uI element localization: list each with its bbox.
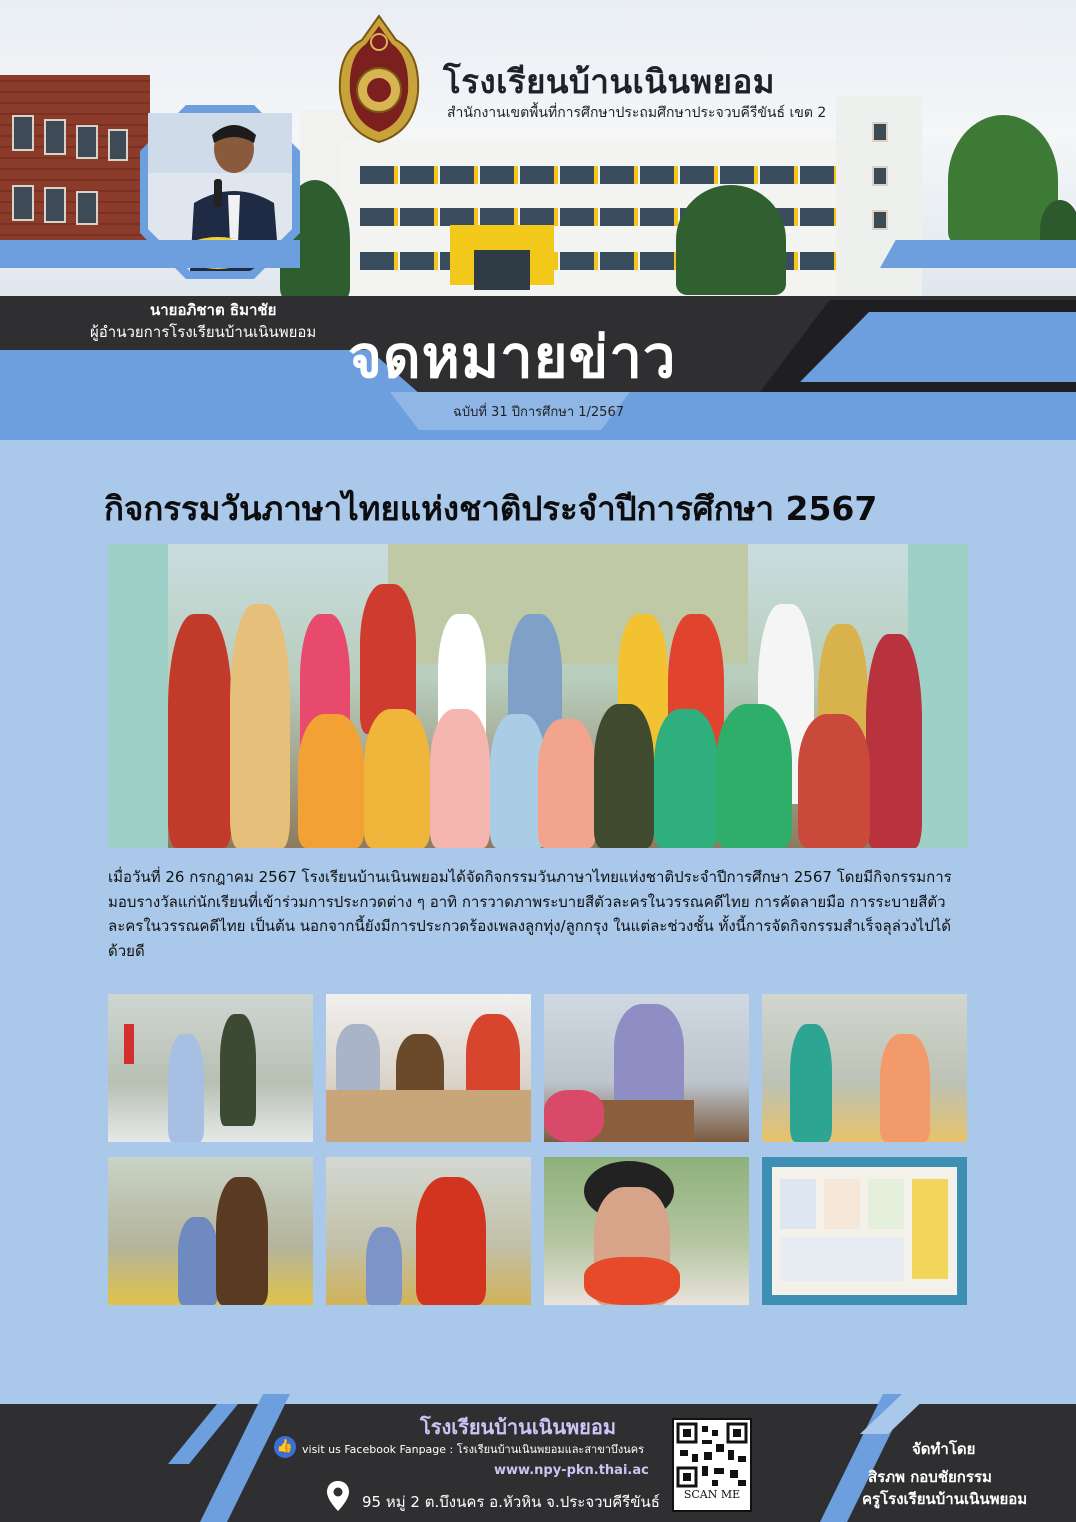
gallery-photo-duet: [762, 994, 967, 1142]
group-photo: [108, 544, 968, 848]
tree: [676, 185, 786, 295]
header-banner: [0, 0, 1076, 440]
gallery-photo-board: [762, 1157, 967, 1305]
qr-scan-label: SCAN ME: [683, 1488, 741, 1501]
accent-stripe: [0, 240, 300, 268]
school-name: โรงเรียนบ้านเนินพยอม: [443, 62, 776, 101]
director-title: ผู้อำนวยการโรงเรียนบ้านเนินพยอม: [90, 323, 317, 341]
director-name: นายอภิชาต ธิมาชัย: [150, 301, 277, 319]
maker-name: สิรภพ กอบชัยกรรม: [868, 1468, 992, 1486]
made-by-label: จัดทำโดย: [912, 1440, 976, 1458]
maker-role: ครูโรงเรียนบ้านเนินพยอม: [862, 1490, 1028, 1508]
gallery-photo-award: [326, 1157, 531, 1305]
qr-pattern: [676, 1422, 748, 1488]
gallery-photo-award: [108, 1157, 313, 1305]
newsletter-title: จดหมายข่าว: [348, 323, 677, 391]
school-crest-logo: [336, 12, 422, 146]
website-link[interactable]: www.npy-pkn.thai.ac: [494, 1463, 649, 1478]
footer-school-name: โรงเรียนบ้านเนินพยอม: [420, 1415, 617, 1439]
article-headline: กิจกรรมวันภาษาไทยแห่งชาติประจำปีการศึกษา 2567: [104, 489, 878, 528]
brick-building: [0, 75, 150, 245]
school-address: 95 หมู่ 2 ต.บึงนคร อ.หัวหิน จ.ประจวบคีรีขันธ์: [362, 1493, 660, 1511]
map-pin-icon: [326, 1480, 350, 1512]
facebook-fanpage-link[interactable]: visit us Facebook Fanpage : โรงเรียนบ้านเนินพยอมและสาขาบึงนคร: [302, 1443, 645, 1456]
gallery-photo-singing: [108, 994, 313, 1142]
gallery-photo-speech: [544, 994, 749, 1142]
photo-pillar: [108, 544, 168, 848]
gallery-photo-judges: [326, 994, 531, 1142]
accent-stripe: [880, 240, 1076, 268]
gallery-photo-costume: [544, 1157, 749, 1305]
article-body: เมื่อวันที่ 26 กรกฎาคม 2567 โรงเรียนบ้านเนินพยอมได้จัดกิจกรรมวันภาษาไทยแห่งชาติประจำปีการศึกษา 2567 โดยมีกิจกรรมการมอบรางวัลแก่นักเรียนที่เข้าร่วมการประกวดต่าง ๆ อาทิ การวาดภาพระบายสีตัวละครในวรรณคดีไทย การคัดลายมือ การระบายสีตัวละครในวรรณคดีไทย เป็นต้น นอกจากนี้ยังมีการประกวดร้องเพลงลูกทุ่ง/ลูกกรุง ในแต่ละช่วงชั้น ทั้งนี้การจัดกิจกรรมสำเร็จลุล่วงไปได้ด้วยดี: [108, 868, 952, 960]
thumbs-up-icon: 👍: [274, 1436, 296, 1458]
school-office: สำนักงานเขตพื้นที่การศึกษาประถมศึกษาประจวบคีรีขันธ์ เขต 2: [447, 105, 827, 121]
issue-number: ฉบับที่ 31 ปีการศึกษา 1/2567: [453, 405, 624, 420]
entrance-door: [474, 250, 530, 290]
